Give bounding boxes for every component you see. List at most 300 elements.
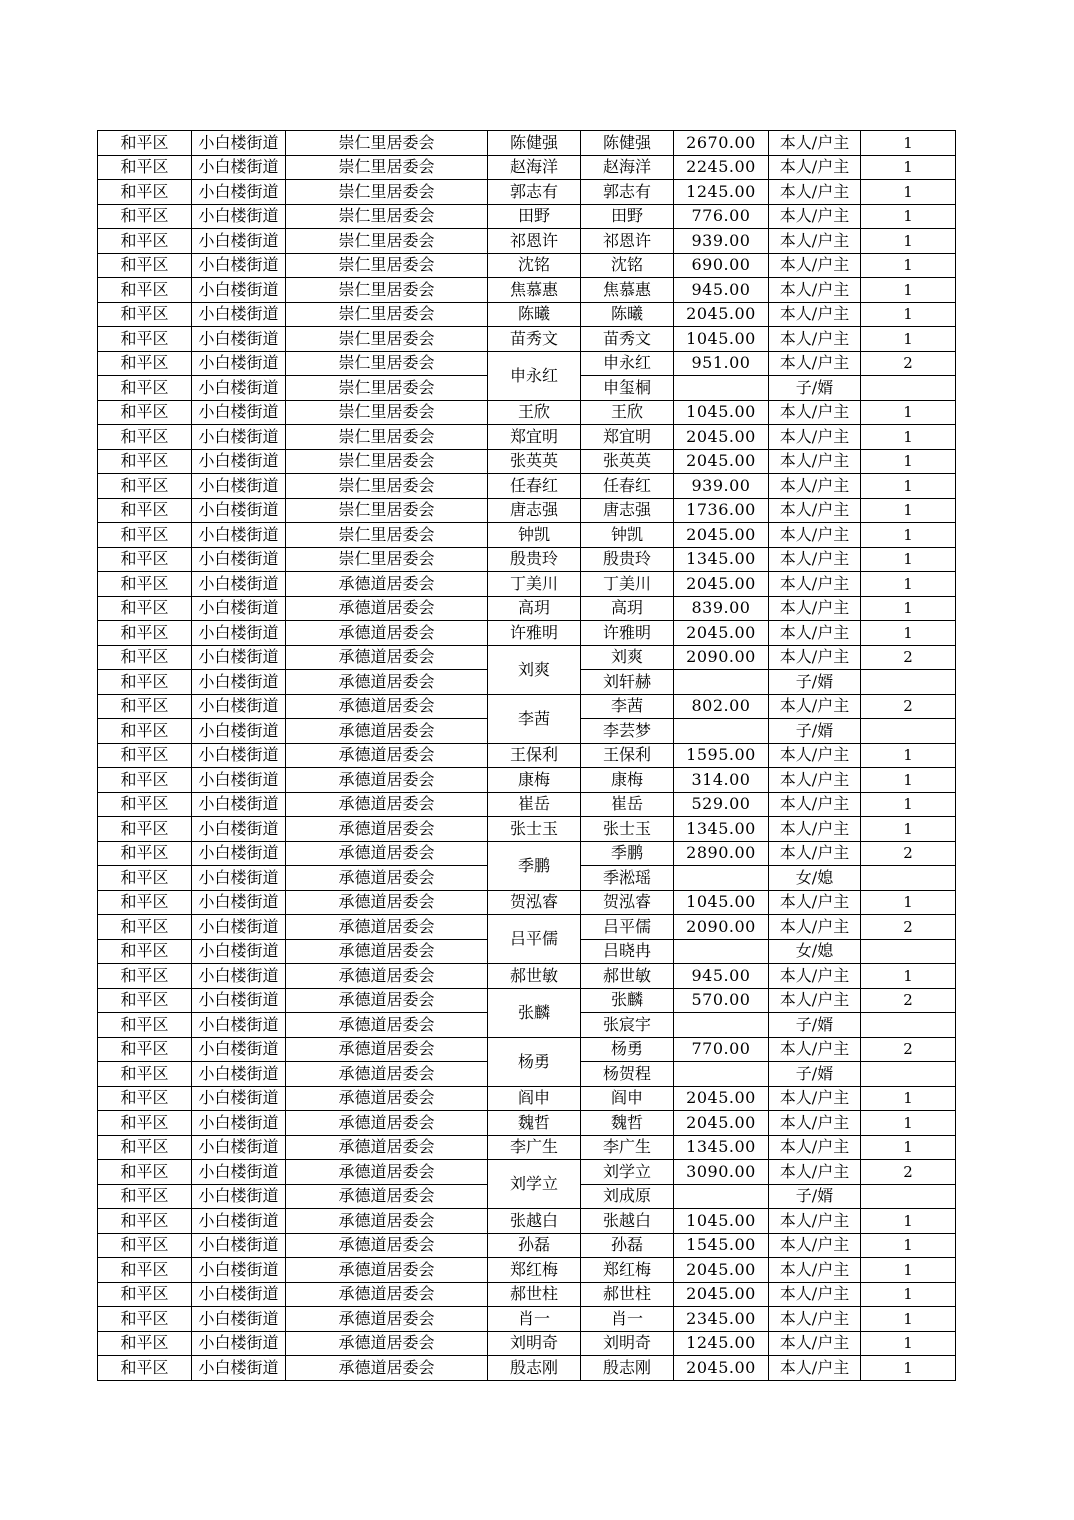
amount-cell: 2670.00 [674,131,769,156]
street-cell: 小白楼街道 [192,302,286,327]
household-count-cell: 1 [861,155,956,180]
amount-cell: 1045.00 [674,400,769,425]
relation-cell: 本人/户主 [769,523,861,548]
member-name-cell: 陈曦 [581,302,674,327]
relation-cell: 子/婿 [769,1184,861,1209]
committee-cell: 承德道居委会 [286,1086,488,1111]
amount-cell [674,1013,769,1038]
district-cell: 和平区 [98,351,192,376]
relation-cell: 本人/户主 [769,229,861,254]
member-name-cell: 郑红梅 [581,1258,674,1283]
relation-cell: 本人/户主 [769,498,861,523]
street-cell: 小白楼街道 [192,743,286,768]
household-head-cell: 阎申 [488,1086,581,1111]
committee-cell: 承德道居委会 [286,1013,488,1038]
member-name-cell: 张麟 [581,988,674,1013]
district-cell: 和平区 [98,155,192,180]
amount-cell: 314.00 [674,768,769,793]
member-name-cell: 殷志刚 [581,1356,674,1381]
amount-cell: 2045.00 [674,1086,769,1111]
household-count-cell: 1 [861,523,956,548]
district-cell: 和平区 [98,939,192,964]
district-cell: 和平区 [98,131,192,156]
committee-cell: 承德道居委会 [286,890,488,915]
member-name-cell: 李茜 [581,694,674,719]
household-head-cell: 刘爽 [488,645,581,694]
street-cell: 小白楼街道 [192,1258,286,1283]
member-name-cell: 杨贺程 [581,1062,674,1087]
amount-cell: 2045.00 [674,449,769,474]
table-row [98,253,956,278]
household-head-cell: 郭志有 [488,180,581,205]
committee-cell: 承德道居委会 [286,1160,488,1185]
member-name-cell: 李芸梦 [581,719,674,744]
amount-cell: 1736.00 [674,498,769,523]
household-count-cell: 1 [861,964,956,989]
district-cell: 和平区 [98,547,192,572]
relation-cell: 本人/户主 [769,645,861,670]
street-cell: 小白楼街道 [192,670,286,695]
table-row [98,890,956,915]
committee-cell: 承德道居委会 [286,1331,488,1356]
committee-cell: 崇仁里居委会 [286,229,488,254]
household-count-cell-empty [861,1062,956,1087]
table-row [98,278,956,303]
table-row [98,131,956,156]
amount-cell [674,376,769,401]
district-cell: 和平区 [98,1160,192,1185]
relation-cell: 本人/户主 [769,131,861,156]
household-count-cell: 1 [861,327,956,352]
member-name-cell: 季淞瑶 [581,866,674,891]
district-cell: 和平区 [98,278,192,303]
member-name-cell: 崔岳 [581,792,674,817]
household-head-cell: 田野 [488,204,581,229]
amount-cell: 1045.00 [674,327,769,352]
district-cell: 和平区 [98,376,192,401]
amount-cell: 839.00 [674,596,769,621]
member-name-cell: 孙磊 [581,1233,674,1258]
committee-cell: 崇仁里居委会 [286,376,488,401]
relation-cell: 本人/户主 [769,792,861,817]
table-row [98,1282,956,1307]
committee-cell: 承德道居委会 [286,841,488,866]
amount-cell: 690.00 [674,253,769,278]
table-row [98,1258,956,1283]
household-count-cell: 1 [861,449,956,474]
district-cell: 和平区 [98,327,192,352]
table-row [98,327,956,352]
member-name-cell: 郝世敏 [581,964,674,989]
amount-cell [674,670,769,695]
household-head-cell: 李茜 [488,694,581,743]
household-count-cell: 1 [861,278,956,303]
committee-cell: 承德道居委会 [286,743,488,768]
relation-cell: 子/婿 [769,376,861,401]
relation-cell: 子/婿 [769,1062,861,1087]
household-count-cell: 1 [861,425,956,450]
street-cell: 小白楼街道 [192,1307,286,1332]
member-name-cell: 贺泓睿 [581,890,674,915]
street-cell: 小白楼街道 [192,890,286,915]
household-head-cell: 崔岳 [488,792,581,817]
street-cell: 小白楼街道 [192,1331,286,1356]
table-row [98,155,956,180]
member-name-cell: 许雅明 [581,621,674,646]
amount-cell: 1545.00 [674,1233,769,1258]
street-cell: 小白楼街道 [192,768,286,793]
household-head-cell: 肖一 [488,1307,581,1332]
committee-cell: 崇仁里居委会 [286,204,488,229]
household-head-cell: 郑宜明 [488,425,581,450]
household-head-cell: 季鹏 [488,841,581,890]
household-head-cell: 唐志强 [488,498,581,523]
street-cell: 小白楼街道 [192,180,286,205]
district-cell: 和平区 [98,498,192,523]
household-count-cell: 1 [861,229,956,254]
relation-cell: 本人/户主 [769,180,861,205]
relation-cell: 本人/户主 [769,253,861,278]
member-name-cell: 郝世柱 [581,1282,674,1307]
relation-cell: 本人/户主 [769,547,861,572]
table-row [98,302,956,327]
household-count-cell: 1 [861,572,956,597]
household-count-cell: 2 [861,645,956,670]
district-cell: 和平区 [98,400,192,425]
committee-cell: 崇仁里居委会 [286,449,488,474]
amount-cell [674,866,769,891]
amount-cell: 570.00 [674,988,769,1013]
member-name-cell: 郭志有 [581,180,674,205]
committee-cell: 承德道居委会 [286,939,488,964]
relation-cell: 本人/户主 [769,743,861,768]
committee-cell: 崇仁里居委会 [286,155,488,180]
relation-cell: 本人/户主 [769,1258,861,1283]
member-name-cell: 刘明奇 [581,1331,674,1356]
table-row [98,1331,956,1356]
household-head-cell: 殷志刚 [488,1356,581,1381]
relation-cell: 本人/户主 [769,694,861,719]
district-cell: 和平区 [98,523,192,548]
table-body [98,131,956,1381]
street-cell: 小白楼街道 [192,1184,286,1209]
household-head-cell: 陈健强 [488,131,581,156]
table-row [98,694,956,719]
amount-cell [674,719,769,744]
street-cell: 小白楼街道 [192,596,286,621]
household-head-cell: 丁美川 [488,572,581,597]
relation-cell: 本人/户主 [769,1331,861,1356]
committee-cell: 承德道居委会 [286,792,488,817]
street-cell: 小白楼街道 [192,841,286,866]
relation-cell: 子/婿 [769,670,861,695]
committee-cell: 承德道居委会 [286,621,488,646]
amount-cell: 529.00 [674,792,769,817]
committee-cell: 崇仁里居委会 [286,400,488,425]
table-row [98,351,956,376]
amount-cell: 2045.00 [674,1356,769,1381]
relation-cell: 本人/户主 [769,572,861,597]
district-cell: 和平区 [98,1184,192,1209]
committee-cell: 崇仁里居委会 [286,180,488,205]
relation-cell: 本人/户主 [769,278,861,303]
amount-cell: 2090.00 [674,645,769,670]
amount-cell: 1345.00 [674,547,769,572]
street-cell: 小白楼街道 [192,866,286,891]
street-cell: 小白楼街道 [192,792,286,817]
relation-cell: 本人/户主 [769,155,861,180]
street-cell: 小白楼街道 [192,400,286,425]
amount-cell: 2045.00 [674,572,769,597]
table-row [98,1086,956,1111]
committee-cell: 承德道居委会 [286,988,488,1013]
household-count-cell: 2 [861,841,956,866]
household-count-cell: 1 [861,1307,956,1332]
district-cell: 和平区 [98,253,192,278]
amount-cell [674,1062,769,1087]
table-row [98,1233,956,1258]
household-count-cell-empty [861,1184,956,1209]
household-head-cell: 张士玉 [488,817,581,842]
member-name-cell: 申玺桐 [581,376,674,401]
household-head-cell: 李广生 [488,1135,581,1160]
district-cell: 和平区 [98,572,192,597]
member-name-cell: 吕平儒 [581,915,674,940]
committee-cell: 承德道居委会 [286,645,488,670]
amount-cell: 2045.00 [674,425,769,450]
relation-cell: 本人/户主 [769,351,861,376]
committee-cell: 崇仁里居委会 [286,131,488,156]
household-count-cell: 1 [861,400,956,425]
amount-cell: 2045.00 [674,621,769,646]
relation-cell: 女/媳 [769,939,861,964]
household-count-cell: 1 [861,1209,956,1234]
amount-cell: 2345.00 [674,1307,769,1332]
amount-cell: 2245.00 [674,155,769,180]
street-cell: 小白楼街道 [192,1111,286,1136]
street-cell: 小白楼街道 [192,1160,286,1185]
street-cell: 小白楼街道 [192,1135,286,1160]
household-count-cell: 1 [861,1135,956,1160]
relation-cell: 本人/户主 [769,890,861,915]
district-cell: 和平区 [98,1233,192,1258]
district-cell: 和平区 [98,1331,192,1356]
district-cell: 和平区 [98,817,192,842]
relation-cell: 本人/户主 [769,915,861,940]
household-count-cell: 1 [861,792,956,817]
district-cell: 和平区 [98,1209,192,1234]
committee-cell: 承德道居委会 [286,817,488,842]
committee-cell: 承德道居委会 [286,1037,488,1062]
member-name-cell: 刘轩赫 [581,670,674,695]
member-name-cell: 张英英 [581,449,674,474]
street-cell: 小白楼街道 [192,1356,286,1381]
district-cell: 和平区 [98,988,192,1013]
household-head-cell: 魏哲 [488,1111,581,1136]
street-cell: 小白楼街道 [192,327,286,352]
street-cell: 小白楼街道 [192,547,286,572]
district-cell: 和平区 [98,1307,192,1332]
amount-cell: 2045.00 [674,1282,769,1307]
street-cell: 小白楼街道 [192,1282,286,1307]
committee-cell: 崇仁里居委会 [286,278,488,303]
household-count-cell: 1 [861,743,956,768]
street-cell: 小白楼街道 [192,474,286,499]
household-count-cell-empty [861,719,956,744]
relation-cell: 本人/户主 [769,1233,861,1258]
household-count-cell: 1 [861,890,956,915]
member-name-cell: 殷贵玲 [581,547,674,572]
street-cell: 小白楼街道 [192,915,286,940]
district-cell: 和平区 [98,694,192,719]
amount-cell: 776.00 [674,204,769,229]
relation-cell: 本人/户主 [769,302,861,327]
household-head-cell: 许雅明 [488,621,581,646]
table-row [98,400,956,425]
committee-cell: 承德道居委会 [286,1307,488,1332]
relation-cell: 本人/户主 [769,449,861,474]
district-cell: 和平区 [98,229,192,254]
committee-cell: 承德道居委会 [286,1258,488,1283]
table-row [98,621,956,646]
district-cell: 和平区 [98,768,192,793]
table-row [98,1135,956,1160]
district-cell: 和平区 [98,743,192,768]
amount-cell: 939.00 [674,229,769,254]
district-cell: 和平区 [98,866,192,891]
household-count-cell: 1 [861,253,956,278]
member-name-cell: 任春红 [581,474,674,499]
amount-cell [674,1184,769,1209]
street-cell: 小白楼街道 [192,425,286,450]
relation-cell: 本人/户主 [769,474,861,499]
household-head-cell: 钟凯 [488,523,581,548]
district-cell: 和平区 [98,670,192,695]
committee-cell: 承德道居委会 [286,1209,488,1234]
district-cell: 和平区 [98,1258,192,1283]
street-cell: 小白楼街道 [192,155,286,180]
amount-cell: 2045.00 [674,1111,769,1136]
amount-cell: 1595.00 [674,743,769,768]
household-count-cell-empty [861,376,956,401]
household-count-cell: 1 [861,1356,956,1381]
district-cell: 和平区 [98,425,192,450]
member-name-cell: 阎申 [581,1086,674,1111]
amount-cell: 802.00 [674,694,769,719]
household-head-cell: 沈铭 [488,253,581,278]
household-count-cell: 1 [861,1258,956,1283]
relation-cell: 子/婿 [769,719,861,744]
committee-cell: 崇仁里居委会 [286,253,488,278]
table-row [98,596,956,621]
district-cell: 和平区 [98,1282,192,1307]
member-name-cell: 赵海洋 [581,155,674,180]
household-head-cell: 张麟 [488,988,581,1037]
household-head-cell: 焦慕惠 [488,278,581,303]
relation-cell: 本人/户主 [769,1356,861,1381]
committee-cell: 承德道居委会 [286,1062,488,1087]
table-row [98,498,956,523]
committee-cell: 承德道居委会 [286,572,488,597]
street-cell: 小白楼街道 [192,939,286,964]
household-count-cell: 1 [861,302,956,327]
relation-cell: 本人/户主 [769,1282,861,1307]
household-count-cell: 1 [861,498,956,523]
member-name-cell: 苗秀文 [581,327,674,352]
table-row [98,988,956,1013]
table-row [98,915,956,940]
household-count-cell-empty [861,866,956,891]
street-cell: 小白楼街道 [192,1013,286,1038]
amount-cell: 2045.00 [674,302,769,327]
household-head-cell: 任春红 [488,474,581,499]
district-cell: 和平区 [98,180,192,205]
committee-cell: 崇仁里居委会 [286,523,488,548]
amount-cell: 2045.00 [674,523,769,548]
table-row [98,768,956,793]
household-head-cell: 王欣 [488,400,581,425]
relation-cell: 女/媳 [769,866,861,891]
street-cell: 小白楼街道 [192,621,286,646]
district-cell: 和平区 [98,1111,192,1136]
household-head-cell: 王保利 [488,743,581,768]
relation-cell: 本人/户主 [769,1135,861,1160]
relation-cell: 本人/户主 [769,1111,861,1136]
table-row [98,1209,956,1234]
committee-cell: 承德道居委会 [286,596,488,621]
district-cell: 和平区 [98,645,192,670]
table-row [98,964,956,989]
household-head-cell: 刘学立 [488,1160,581,1209]
table-row [98,1037,956,1062]
household-count-cell: 2 [861,694,956,719]
amount-cell: 951.00 [674,351,769,376]
member-name-cell: 刘爽 [581,645,674,670]
household-head-cell: 康梅 [488,768,581,793]
member-name-cell: 张越白 [581,1209,674,1234]
household-head-cell: 张越白 [488,1209,581,1234]
household-head-cell: 苗秀文 [488,327,581,352]
household-count-cell: 1 [861,1282,956,1307]
committee-cell: 承德道居委会 [286,694,488,719]
table-row [98,449,956,474]
street-cell: 小白楼街道 [192,1233,286,1258]
amount-cell: 770.00 [674,1037,769,1062]
member-name-cell: 张士玉 [581,817,674,842]
amount-cell: 3090.00 [674,1160,769,1185]
street-cell: 小白楼街道 [192,1062,286,1087]
district-cell: 和平区 [98,915,192,940]
district-cell: 和平区 [98,449,192,474]
table-row [98,645,956,670]
household-head-cell: 孙磊 [488,1233,581,1258]
member-name-cell: 张宸宇 [581,1013,674,1038]
member-name-cell: 高玥 [581,596,674,621]
relation-cell: 子/婿 [769,1013,861,1038]
member-name-cell: 李广生 [581,1135,674,1160]
district-cell: 和平区 [98,474,192,499]
relation-cell: 本人/户主 [769,327,861,352]
street-cell: 小白楼街道 [192,131,286,156]
street-cell: 小白楼街道 [192,645,286,670]
committee-cell: 承德道居委会 [286,670,488,695]
table-row [98,523,956,548]
street-cell: 小白楼街道 [192,376,286,401]
street-cell: 小白楼街道 [192,1086,286,1111]
member-name-cell: 郑宜明 [581,425,674,450]
table-row [98,1111,956,1136]
household-head-cell: 祁恩许 [488,229,581,254]
